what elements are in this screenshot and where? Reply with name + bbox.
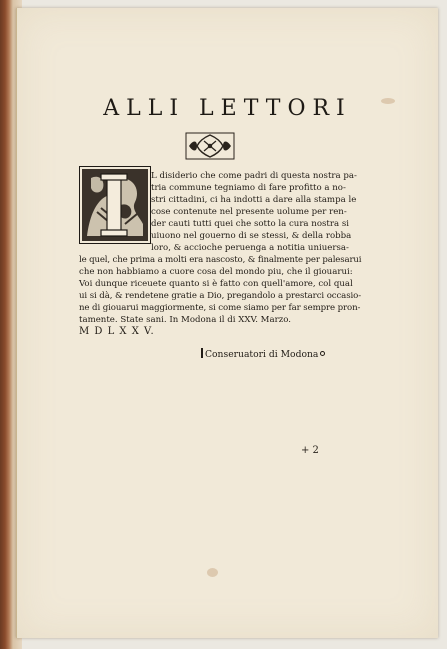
paper-stain	[207, 568, 218, 577]
body-line: ne di giouarui maggiormente, si come siamo per far sempre pron-	[79, 303, 361, 313]
body-line: uiuono nel gouerno di se stessi, & della robba	[151, 231, 352, 241]
gathering-signature-mark: + 2	[301, 445, 319, 456]
fleuron-ornament-icon	[185, 132, 235, 160]
body-line: cose contenute nel presente uolume per ren-	[151, 207, 347, 217]
body-line: der cauti tutti quei che sotto la cura nostra si	[151, 219, 349, 229]
body-line: L disiderio che come padri di questa nostra pa-	[151, 171, 357, 181]
page-title: ALLI LETTORI	[103, 96, 352, 121]
signature-end-mark	[320, 351, 325, 356]
decorated-initial-l-icon	[79, 166, 151, 244]
body-line: ui si dà, & rendetene gratie a Dio, pregandolo a prestarci occasio-	[79, 291, 362, 301]
body-line: tamente. State sani. In Modona il di XXV. Marzo.	[79, 315, 291, 325]
signature-text: Conseruatori di Modona	[205, 349, 319, 360]
body-line: che non habbiamo a cuore cosa del mondo piu, che il giouarui:	[79, 267, 353, 277]
book-page	[16, 8, 438, 638]
body-line: Voi dunque riceuete quanto si è fatto con quell'amore, col qual	[79, 279, 353, 289]
date-line: M D L X X V.	[79, 326, 155, 337]
signature	[201, 348, 325, 360]
body-line: loro, & accioche peruenga a notitia uniuersa-	[151, 243, 349, 253]
body-line: le quel, che prima a molti era nascosto, & finalmente per palesarui	[79, 255, 362, 265]
signature-bar-mark	[201, 348, 203, 358]
body-line: tria commune tegniamo di fare profitto a no-	[151, 183, 346, 193]
body-line: stri cittadini, ci ha indotti a dare alla stampa le	[151, 195, 357, 205]
